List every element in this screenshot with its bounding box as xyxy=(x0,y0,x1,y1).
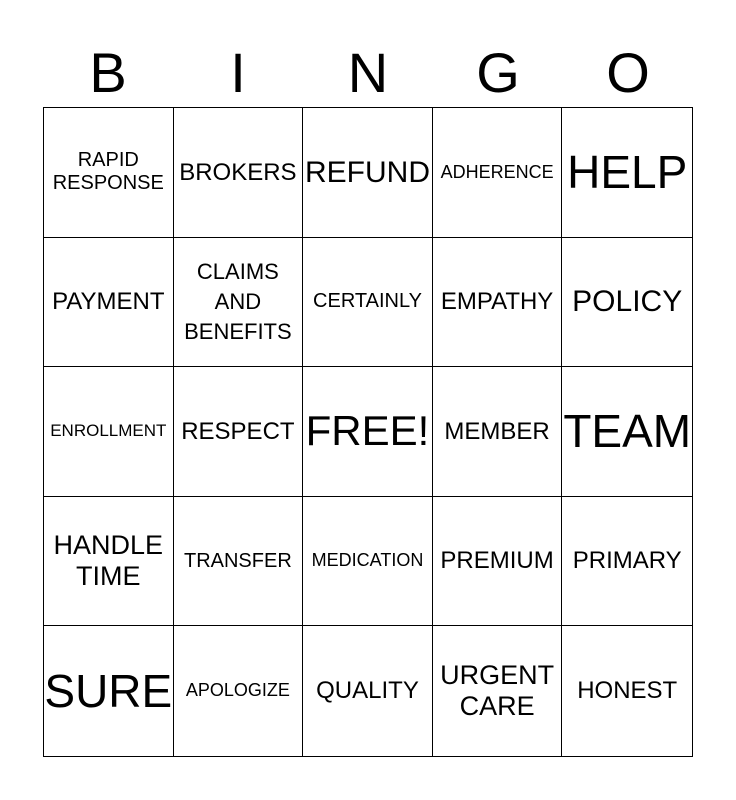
cell-label: RAPID RESPONSE xyxy=(52,149,164,195)
header-letter-g: G xyxy=(476,41,520,104)
header-letter-o: O xyxy=(606,41,650,104)
bingo-cell[interactable] xyxy=(174,238,304,368)
bingo-cell[interactable] xyxy=(174,367,304,497)
header-letter-n: N xyxy=(347,41,389,104)
cell-label: HANDLE TIME xyxy=(53,530,164,592)
cell-label: BROKERS xyxy=(179,158,297,186)
bingo-cell[interactable] xyxy=(433,238,563,368)
bingo-cell[interactable] xyxy=(44,108,174,238)
cell-label: EMPATHY xyxy=(440,288,554,316)
bingo-cell[interactable] xyxy=(433,497,563,627)
bingo-cell[interactable] xyxy=(562,238,692,368)
bingo-cell[interactable] xyxy=(562,497,692,627)
header-letter-b: B xyxy=(89,41,127,104)
cell-label: URGENT CARE xyxy=(440,660,555,722)
bingo-cell[interactable] xyxy=(44,497,174,627)
bingo-cell[interactable] xyxy=(44,238,174,368)
bingo-cell[interactable] xyxy=(44,367,174,497)
cell-label: CERTAINLY xyxy=(313,290,422,313)
cell-label: TRANSFER xyxy=(183,549,292,572)
bingo-cell[interactable] xyxy=(303,238,433,368)
bingo-cell[interactable] xyxy=(174,108,304,238)
cell-label: ADHERENCE xyxy=(440,161,554,182)
bingo-cell[interactable] xyxy=(303,108,433,238)
cell-label: APOLOGIZE xyxy=(185,680,290,701)
cell-label: MEMBER xyxy=(444,417,550,445)
free-space-label: FREE! xyxy=(305,407,430,455)
bingo-board xyxy=(43,107,693,757)
cell-label: PAYMENT xyxy=(52,288,165,316)
bingo-cell[interactable] xyxy=(174,626,304,756)
cell-label: RESPECT xyxy=(181,417,295,445)
bingo-cell[interactable] xyxy=(303,626,433,756)
bingo-cell[interactable] xyxy=(433,367,563,497)
cell-label: HELP xyxy=(567,146,688,199)
cell-label: REFUND xyxy=(305,155,430,189)
free-space-cell[interactable] xyxy=(303,367,433,497)
bingo-header xyxy=(43,40,693,106)
bingo-cell[interactable] xyxy=(562,108,692,238)
cell-label: HONEST xyxy=(577,677,678,705)
bingo-cell[interactable] xyxy=(562,626,692,756)
bingo-cell[interactable] xyxy=(303,497,433,627)
bingo-cell[interactable] xyxy=(433,626,563,756)
cell-label: QUALITY xyxy=(316,677,419,705)
header-letter-i: I xyxy=(230,41,246,104)
cell-label: ENROLLMENT xyxy=(50,421,167,441)
cell-label: PREMIUM xyxy=(440,547,554,575)
cell-label: SURE xyxy=(44,665,173,718)
cell-label: POLICY xyxy=(572,285,683,319)
bingo-cell[interactable] xyxy=(44,626,174,756)
cell-label: PRIMARY xyxy=(572,547,682,575)
cell-label: CLAIMS AND BENEFITS xyxy=(184,259,292,344)
bingo-cell[interactable] xyxy=(174,497,304,627)
cell-label: MEDICATION xyxy=(311,550,424,571)
bingo-cell[interactable] xyxy=(562,367,692,497)
cell-label: TEAM xyxy=(563,405,692,458)
bingo-cell[interactable] xyxy=(433,108,563,238)
